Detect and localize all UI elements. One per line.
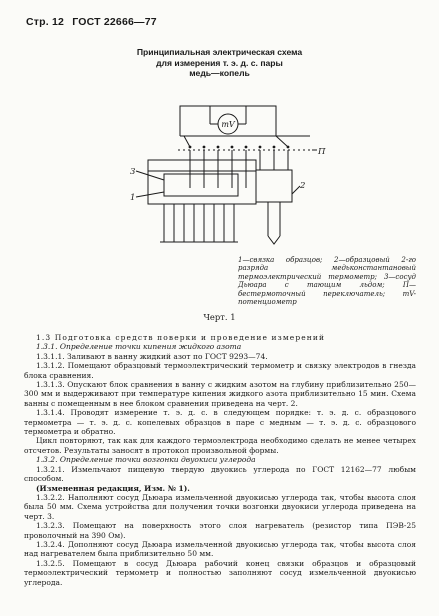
figure-title-line-1: Принципиальная электрическая схема xyxy=(136,47,303,57)
meter-label: mV xyxy=(221,120,235,129)
standard-number: ГОСТ 22666—77 xyxy=(72,16,157,28)
paragraph: 1.3.2.2. Наполняют сосуд Дьюара измельченной двуокисью углерода так, чтобы высота слоя была 50 мм. Схема устройства для получения точки возгонки двуокиси углерода приведена на черт. 3. xyxy=(24,492,416,521)
label-2-leader xyxy=(292,186,300,194)
label-1-leader xyxy=(136,192,164,197)
paragraph: 1.3.1.3. Опускают блок сравнения в ванну с жидким азотом на глубину приблизительно 250—300 мм и выдерживают при температуре кипения жидкого азота приблизительно 15 мин. Схема ванны с помещенным в нее блоком сравнения приведена на черт. 2. xyxy=(24,380,416,408)
paragraph: 1.3.1.2. Помещают образцовый термоэлектрический термометр и связку электродов в гнезда блока сравнения. xyxy=(24,361,416,380)
paragraph: 1.3.1.1. Заливают в ванну жидкий азот по ГОСТ 9293—74. xyxy=(36,351,268,361)
figure-title-line-3: медь—копель xyxy=(189,68,250,78)
paragraph: 1.3.2.3. Помещают на поверхность этого слоя нагреватель (резистор типа ПЭВ-25 проволочный на 390 Ом). xyxy=(24,521,416,540)
switch-blade xyxy=(276,136,288,147)
switch-contacts xyxy=(189,146,290,149)
section-title: 1.3 Подготовка средств поверки и проведение измерений xyxy=(36,333,326,342)
label-3-leader xyxy=(136,171,164,180)
body-text xyxy=(24,333,416,587)
label-1: 1 xyxy=(130,193,136,203)
paragraph: 1.3.2.4. Дополняют сосуд Дьюара измельченной двуокисью углерода так, чтобы высота слоя над нагревателем была приблизительно 50 мм. xyxy=(24,539,416,559)
amendment-note: (Измененная редакция, Изм. № 1). xyxy=(36,483,190,493)
subsection-title: 1.3.1. Определение точки кипения жидкого азота xyxy=(36,342,242,352)
paragraph: 1.3.1.4. Проводят измерение т. э. д. с. в следующем порядке: т. э. д. с. образцового термометра — т. э. д. с. копелевых образцов в паре с медным — т. э. д. с. образцового термометра и обратно. xyxy=(24,408,416,437)
label-3: 3 xyxy=(130,167,136,177)
page-header xyxy=(26,16,162,28)
label-2: 2 xyxy=(300,181,306,191)
subsection-title: 1.3.2. Определение точки возгонки двуокиси углерода xyxy=(36,455,256,465)
figure-caption: 1—связка образцов; 2—образцовый 2-го разряда медьконстантановый термоэлектрический термометр; 3—сосуд Дьюара с тающим льдом; П—бестермоточный переключатель; mV- потенциометр xyxy=(238,256,416,307)
paragraph: 1.3.2.5. Помещают в сосуд Дьюара рабочий конец связки образцов и образцовый термоэлектрический термометр и полностью заполняют сосуд измельченной двуокисью углерода. xyxy=(24,558,416,587)
reference-thermometer-head xyxy=(256,170,292,202)
paragraph: Цикл повторяют, так как для каждого термоэлектрода необходимо сделать не менее четырех отсчетов. Результаты заносят в протокол произвольной формы. xyxy=(24,436,416,455)
switch-blade xyxy=(184,136,190,147)
switch-label: П xyxy=(318,147,326,157)
comparison-block xyxy=(164,174,238,196)
circuit-schematic xyxy=(120,76,330,252)
thermocouple-wires xyxy=(190,150,288,188)
page-number: Стр. 12 xyxy=(26,16,65,28)
paragraph: 1.3.2.1. Измельчают пищевую твердую двуокись углерода по ГОСТ 12162—77 любым способом. xyxy=(24,464,416,484)
figure-title-line-2: для измерения т. э. д. с. пары xyxy=(156,57,283,68)
drawing-number: Черт. 1 xyxy=(203,312,236,322)
figure-title xyxy=(0,47,439,79)
reference-thermometer-tip xyxy=(268,236,280,244)
